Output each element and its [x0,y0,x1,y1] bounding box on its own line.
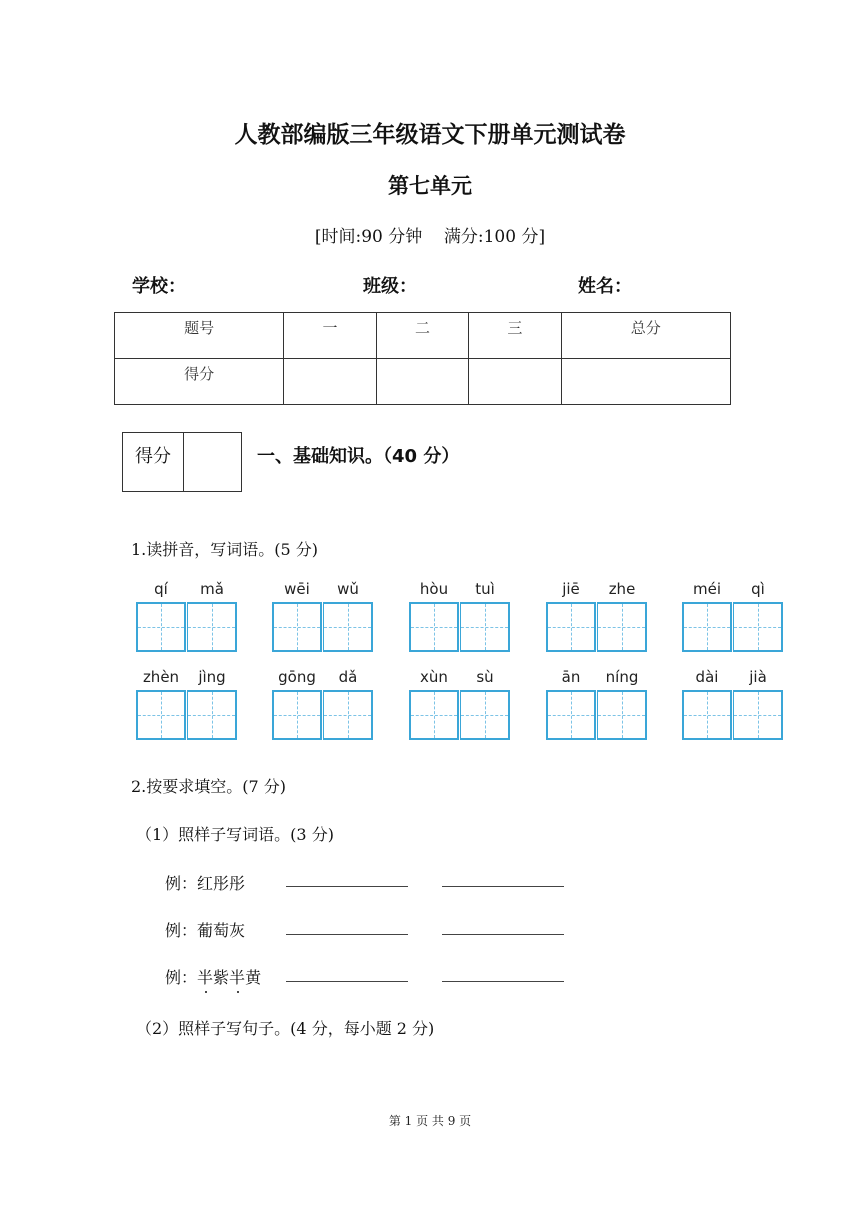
writing-grid-cell[interactable] [187,602,237,652]
example-row-3 [165,965,261,988]
pinyin-label: jià [749,668,767,686]
writing-grid-cell[interactable] [323,690,373,740]
example-prefix: 例： [165,968,198,987]
writing-grid-cell[interactable] [187,690,237,740]
pinyin-label: hòu [419,580,449,598]
example-char: 紫 [213,968,230,987]
score-table-score-row [115,359,731,405]
section-score-box [122,432,242,492]
answer-blank[interactable] [286,886,408,887]
score-header-cell: 题号 [115,313,284,359]
school-label: 学校： [132,276,186,297]
section-score-label: 得分 [123,433,184,491]
document-title: 人教部编版三年级语文下册单元测试卷 [234,122,626,148]
emphasis-dot [205,991,207,993]
writing-grid-cell[interactable] [682,602,732,652]
example-prefix: 例： [165,874,198,893]
grid-guide-line [348,692,349,738]
score-header-cell: 总分 [561,313,730,359]
example-row-1 [165,871,245,894]
score-header-cell: 一 [284,313,376,359]
score-header-cell: 三 [469,313,561,359]
sub-question-1-title: （1）照样子写词语。(3 分) [136,825,334,844]
grid-guide-line [758,604,759,650]
answer-blank[interactable] [286,981,408,982]
grid-guide-line [707,692,708,738]
emphasis-dot [237,991,239,993]
score-entry-cell[interactable] [561,359,730,405]
example-word: 红彤彤 [197,874,246,893]
question-1-title: 1.读拼音，写词语。(5 分) [131,540,319,559]
name-label: 姓名： [578,276,632,297]
writing-grid-cell[interactable] [460,602,510,652]
pinyin-label: dǎ [338,668,358,686]
writing-grid-cell[interactable] [597,602,647,652]
sub-question-2-title: （2）照样子写句子。(4 分，每小题 2 分) [136,1019,435,1038]
answer-blank[interactable] [442,886,564,887]
pinyin-label: sù [476,668,494,686]
example-char-emphasized: 半 [197,968,213,987]
grid-guide-line [297,604,298,650]
pinyin-label: qì [751,580,765,598]
pinyin-label: qí [154,580,168,598]
pinyin-label: mǎ [200,580,224,598]
pinyin-label: zhe [608,580,636,598]
grid-guide-line [485,604,486,650]
score-row-label: 得分 [115,359,284,405]
grid-guide-line [571,692,572,738]
writing-grid-cell[interactable] [272,690,322,740]
grid-guide-line [622,692,623,738]
score-entry-cell[interactable] [284,359,376,405]
pinyin-label: xùn [420,668,448,686]
writing-grid-cell[interactable] [409,602,459,652]
page-footer: 第 1 页 共 9 页 [388,1114,472,1128]
grid-guide-line [212,692,213,738]
grid-guide-line [212,604,213,650]
grid-guide-line [622,604,623,650]
pinyin-label: tuì [475,580,495,598]
pinyin-label: wēi [284,580,310,598]
score-table-header-row [115,313,731,359]
score-table [114,312,731,405]
writing-grid-cell[interactable] [409,690,459,740]
grid-guide-line [434,604,435,650]
pinyin-label: wǔ [337,580,359,598]
grid-guide-line [707,604,708,650]
score-entry-cell[interactable] [376,359,468,405]
score-entry-cell[interactable] [469,359,561,405]
example-word: 葡萄灰 [197,921,246,940]
writing-grid-cell[interactable] [682,690,732,740]
pinyin-label: ān [561,668,581,686]
writing-grid-cell[interactable] [323,602,373,652]
example-row-2 [165,918,245,941]
pinyin-label: níng [605,668,639,686]
answer-blank[interactable] [442,934,564,935]
pinyin-label: jìng [198,668,226,686]
grid-guide-line [571,604,572,650]
grid-guide-line [485,692,486,738]
grid-guide-line [434,692,435,738]
score-header-cell: 二 [376,313,468,359]
unit-title: 第七单元 [388,174,472,198]
section-title: 一、基础知识。（40 分） [257,446,460,467]
grid-guide-line [348,604,349,650]
writing-grid-cell[interactable] [546,602,596,652]
writing-grid-cell[interactable] [460,690,510,740]
answer-blank[interactable] [286,934,408,935]
example-char: 黄 [245,968,262,987]
pinyin-label: gōng [278,668,316,686]
grid-guide-line [297,692,298,738]
grid-guide-line [161,604,162,650]
answer-blank[interactable] [442,981,564,982]
writing-grid-cell[interactable] [546,690,596,740]
grid-guide-line [161,692,162,738]
writing-grid-cell[interactable] [597,690,647,740]
writing-grid-cell[interactable] [136,690,186,740]
writing-grid-cell[interactable] [733,690,783,740]
pinyin-label: méi [692,580,721,598]
grid-guide-line [758,692,759,738]
example-char-emphasized: 半 [229,968,245,987]
class-label: 班级： [363,276,417,297]
pinyin-label: dài [695,668,719,686]
writing-grid-cell[interactable] [136,602,186,652]
pinyin-label: zhèn [142,668,180,686]
writing-grid-cell[interactable] [733,602,783,652]
question-2-title: 2.按要求填空。(7 分) [131,777,287,796]
writing-grid-cell[interactable] [272,602,322,652]
pinyin-label: jiē [562,580,580,598]
example-prefix: 例： [165,921,198,940]
time-and-score-line: [时间:90 分钟 满分:100 分] [314,227,546,247]
